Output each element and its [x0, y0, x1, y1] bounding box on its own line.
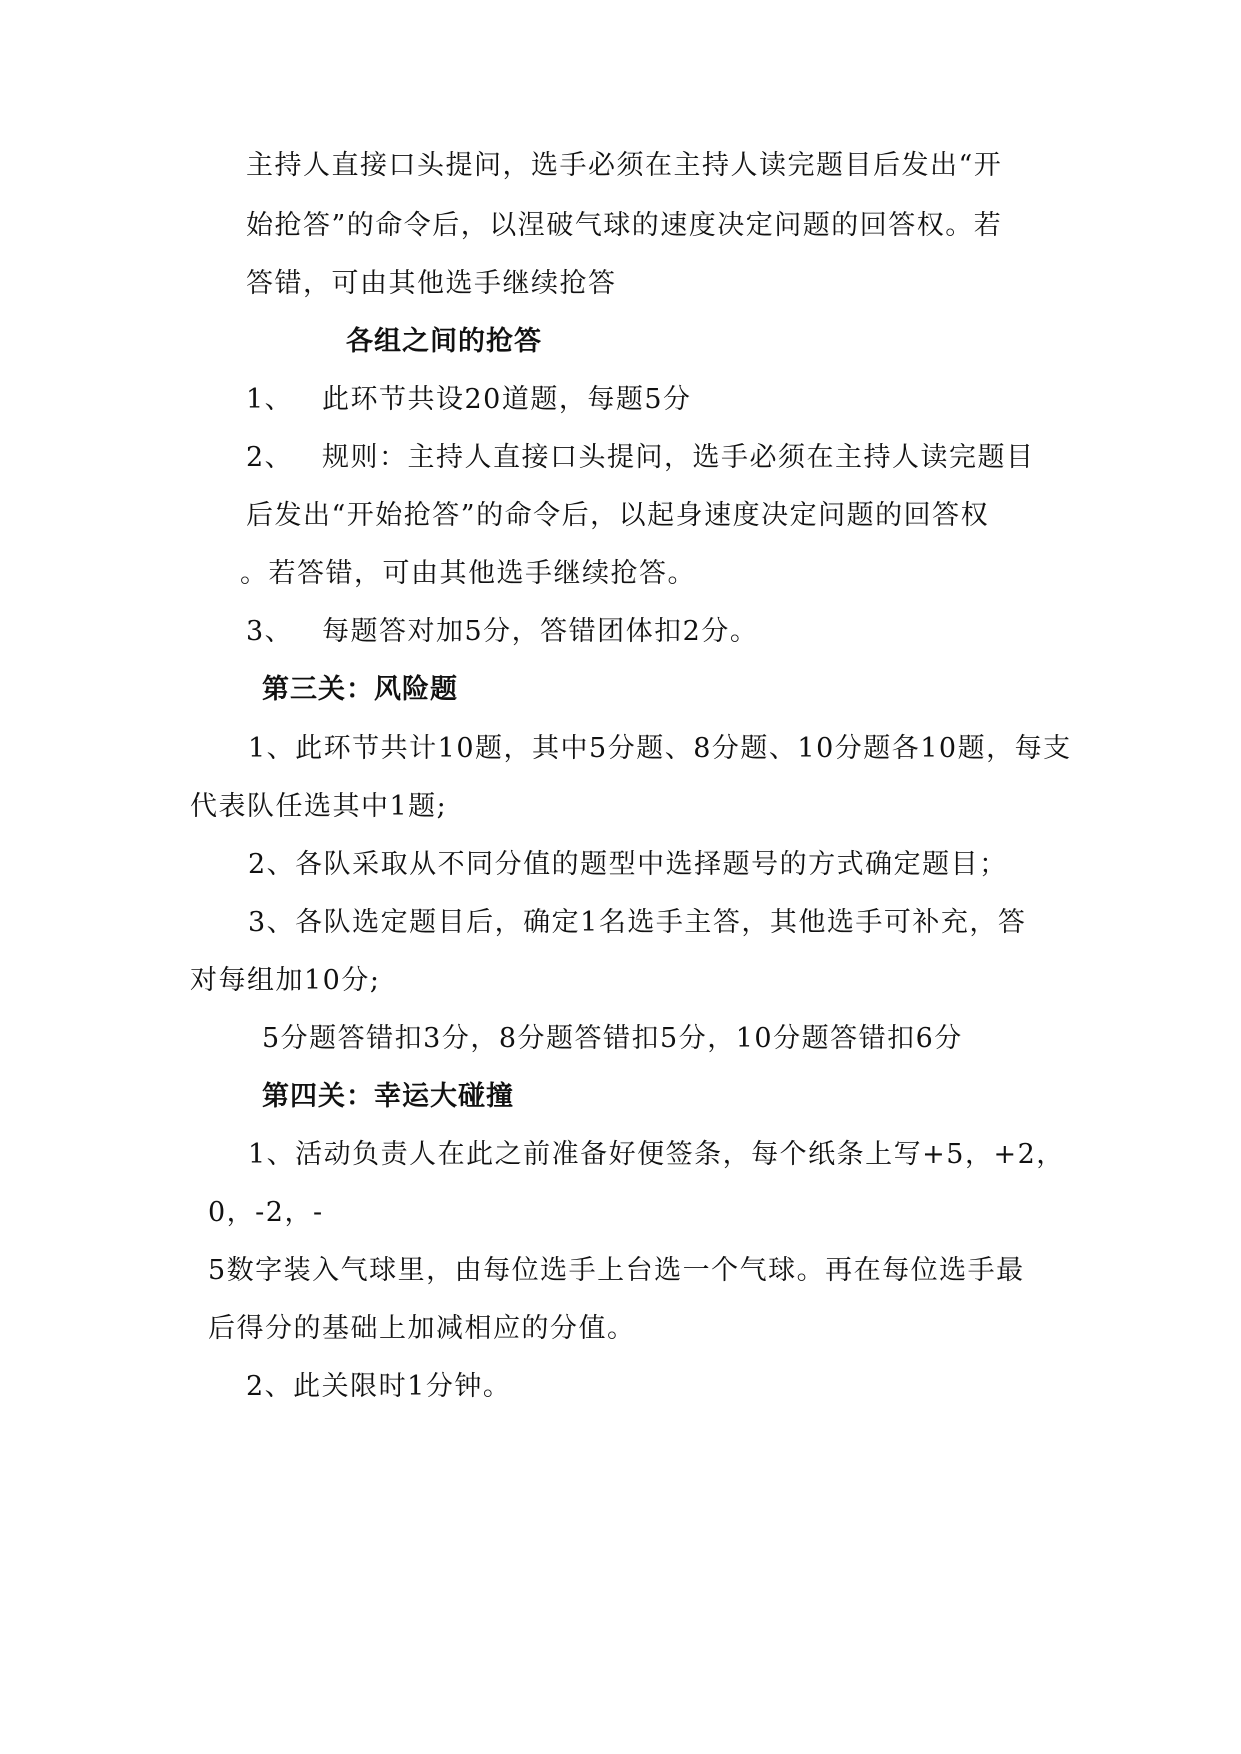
group-item-2-number: 2、 [246, 442, 294, 473]
group-item-2-continuation-2: 。若答错，可由其他选手继续抢答。 [240, 558, 696, 589]
intro-line-2: 始抢答”的命令后，以涅破气球的速度决定问题的回答权。若 [246, 210, 1003, 241]
level3-paragraph-3-line-2: 对每组加10分; [190, 965, 381, 996]
group-item-1-text: 此环节共设20道题，每题5分 [322, 384, 692, 415]
group-item-3-number: 3、 [246, 616, 294, 647]
group-item-3-text: 每题答对加5分，答错团体扣2分。 [322, 616, 759, 647]
group-section-heading: 各组之间的抢答 [346, 326, 542, 357]
level3-paragraph-1-line-1: 1、此环节共计10题，其中5分题、8分题、10分题各10题，每支 [248, 733, 1072, 764]
intro-line-3: 答错，可由其他选手继续抢答 [246, 268, 617, 299]
level3-heading: 第三关：风险题 [262, 674, 458, 705]
group-item-2-text: 规则：主持人直接口头提问，选手必须在主持人读完题目 [322, 442, 1035, 473]
level4-paragraph-2: 2、此关限时1分钟。 [246, 1371, 512, 1402]
level3-paragraph-2: 2、各队采取从不同分值的题型中选择题号的方式确定题目； [248, 849, 1008, 880]
level3-paragraph-4: 5分题答错扣3分，8分题答错扣5分，10分题答错扣6分 [262, 1023, 963, 1054]
level4-paragraph-1-line-1: 1、活动负责人在此之前准备好便签条，每个纸条上写+5，+2， [248, 1139, 1065, 1170]
level3-paragraph-1-line-2: 代表队任选其中1题; [190, 791, 448, 822]
intro-line-1: 主持人直接口头提问，选手必须在主持人读完题目后发出“开 [246, 150, 1003, 181]
level4-paragraph-1-line-4: 后得分的基础上加减相应的分值。 [208, 1313, 636, 1344]
group-item-1-number: 1、 [246, 384, 294, 415]
level3-paragraph-3-line-1: 3、各队选定题目后，确定1名选手主答，其他选手可补充，答 [248, 907, 1027, 938]
level4-heading: 第四关：幸运大碰撞 [262, 1081, 514, 1112]
level4-paragraph-1-line-3: 5数字装入气球里，由每位选手上台选一个气球。再在每位选手最 [208, 1255, 1025, 1286]
group-item-2-continuation-1: 后发出“开始抢答”的命令后，以起身速度决定问题的回答权 [246, 500, 990, 531]
level4-paragraph-1-line-2: 0，-2，- [208, 1197, 324, 1228]
